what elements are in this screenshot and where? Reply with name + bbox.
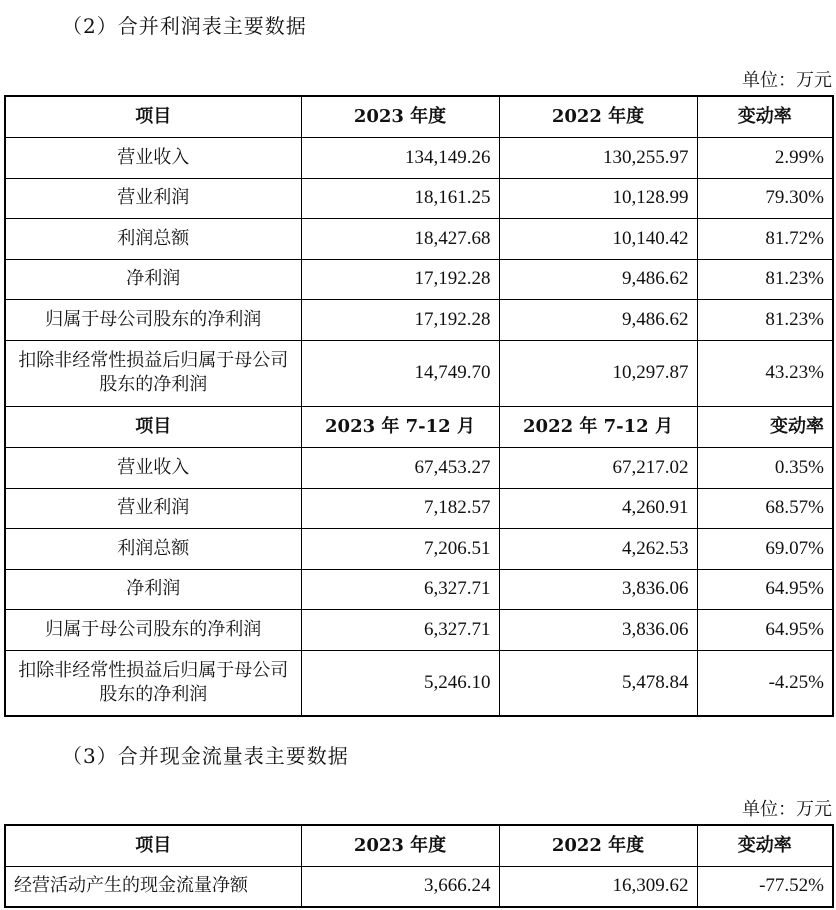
value-cell: 17,192.28 (301, 259, 499, 299)
value-cell: 18,161.25 (301, 178, 499, 218)
row-label: 归属于母公司股东的净利润 (5, 299, 301, 340)
header-item: 项目 (5, 96, 301, 137)
unit-label-income: 单位：万元 (742, 70, 832, 91)
table-row (5, 137, 833, 178)
row-label: 利润总额 (5, 218, 301, 259)
header-item: 项目 (5, 825, 301, 866)
income-statement-table (4, 95, 834, 717)
value-cell: 134,149.26 (301, 137, 499, 178)
row-label: 净利润 (5, 259, 301, 299)
header-change-rate: 变动率 (697, 406, 833, 447)
cashflow-statement-table (4, 824, 834, 908)
value-cell: 9,486.62 (499, 259, 697, 299)
table-header-row (5, 825, 833, 866)
value-cell: 3,836.06 (499, 569, 697, 609)
table-row (5, 299, 833, 340)
unit-label-cashflow: 单位：万元 (742, 799, 832, 820)
value-cell: 4,260.91 (499, 488, 697, 528)
row-label: 营业利润 (5, 488, 301, 528)
value-cell: 16,309.62 (499, 866, 697, 907)
row-label: 净利润 (5, 569, 301, 609)
value-cell: 130,255.97 (499, 137, 697, 178)
header-period: 2023 年度 (301, 96, 499, 137)
header-period: 2023 年 7-12 月 (301, 406, 499, 447)
change-rate-cell: 79.30% (697, 178, 833, 218)
value-cell: 7,182.57 (301, 488, 499, 528)
header-period: 2022 年度 (499, 96, 697, 137)
change-rate-cell: 68.57% (697, 488, 833, 528)
table-row (5, 447, 833, 488)
value-cell: 6,327.71 (301, 609, 499, 650)
table-row (5, 259, 833, 299)
value-cell: 4,262.53 (499, 528, 697, 569)
change-rate-cell: 69.07% (697, 528, 833, 569)
value-cell: 67,453.27 (301, 447, 499, 488)
value-cell: 9,486.62 (499, 299, 697, 340)
table-row (5, 569, 833, 609)
table-row (5, 340, 833, 406)
change-rate-cell: 81.72% (697, 218, 833, 259)
table-row (5, 178, 833, 218)
value-cell: 67,217.02 (499, 447, 697, 488)
header-period: 2022 年 7-12 月 (499, 406, 697, 447)
header-change-rate: 变动率 (697, 825, 833, 866)
table-row (5, 528, 833, 569)
row-label: 营业利润 (5, 178, 301, 218)
row-label: 利润总额 (5, 528, 301, 569)
value-cell: 10,128.99 (499, 178, 697, 218)
row-label: 营业收入 (5, 137, 301, 178)
table-header-row (5, 406, 833, 447)
row-label: 归属于母公司股东的净利润 (5, 609, 301, 650)
value-cell: 7,206.51 (301, 528, 499, 569)
change-rate-cell: 2.99% (697, 137, 833, 178)
header-period: 2023 年度 (301, 825, 499, 866)
change-rate-cell: -77.52% (697, 866, 833, 907)
row-label: 扣除非经常性损益后归属于母公司股东的净利润 (5, 340, 301, 406)
table-row (5, 650, 833, 716)
value-cell: 10,140.42 (499, 218, 697, 259)
value-cell: 17,192.28 (301, 299, 499, 340)
change-rate-cell: 81.23% (697, 299, 833, 340)
value-cell: 5,478.84 (499, 650, 697, 716)
value-cell: 6,327.71 (301, 569, 499, 609)
value-cell: 3,666.24 (301, 866, 499, 907)
value-cell: 14,749.70 (301, 340, 499, 406)
row-label: 营业收入 (5, 447, 301, 488)
table-header-row (5, 96, 833, 137)
value-cell: 5,246.10 (301, 650, 499, 716)
change-rate-cell: 81.23% (697, 259, 833, 299)
section-title-cashflow: （3）合并现金流量表主要数据 (62, 744, 349, 768)
table-row (5, 866, 833, 907)
header-item: 项目 (5, 406, 301, 447)
change-rate-cell: 64.95% (697, 569, 833, 609)
change-rate-cell: 64.95% (697, 609, 833, 650)
row-label: 经营活动产生的现金流量净额 (5, 866, 301, 907)
table-row (5, 488, 833, 528)
section-title-income: （2）合并利润表主要数据 (62, 14, 307, 38)
change-rate-cell: 0.35% (697, 447, 833, 488)
header-period: 2022 年度 (499, 825, 697, 866)
row-label: 扣除非经常性损益后归属于母公司股东的净利润 (5, 650, 301, 716)
change-rate-cell: -4.25% (697, 650, 833, 716)
value-cell: 18,427.68 (301, 218, 499, 259)
table-row (5, 218, 833, 259)
change-rate-cell: 43.23% (697, 340, 833, 406)
table-row (5, 609, 833, 650)
value-cell: 10,297.87 (499, 340, 697, 406)
header-change-rate: 变动率 (697, 96, 833, 137)
value-cell: 3,836.06 (499, 609, 697, 650)
